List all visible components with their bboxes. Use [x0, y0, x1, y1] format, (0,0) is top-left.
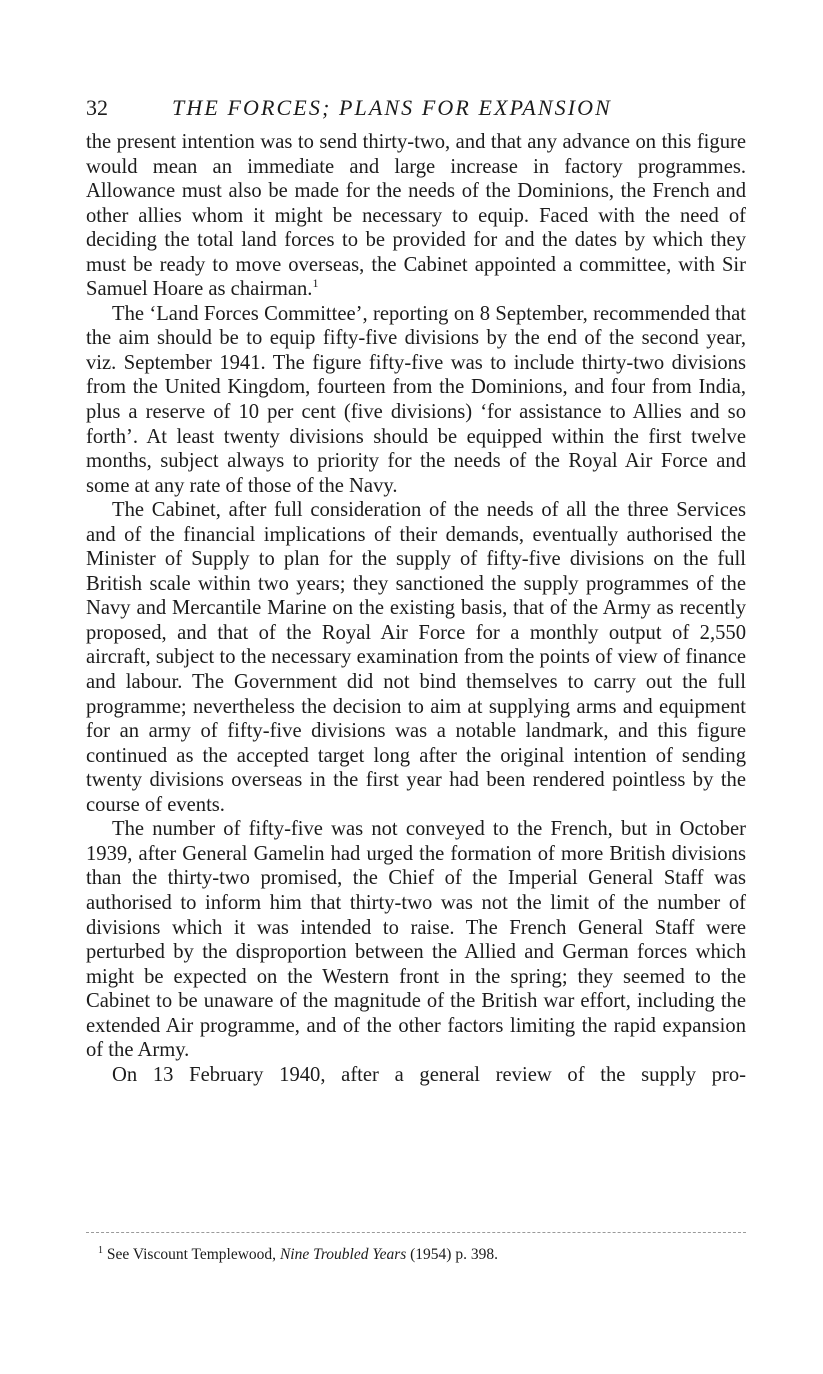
paragraph-1	[86, 130, 746, 302]
footnote-reference[interactable]: 1	[312, 276, 319, 291]
body-text	[86, 130, 746, 1087]
paragraph-4: The number of fifty-five was not conveyed to the French, but in October 1939, after General Gamelin had urged the formation of more British divisions than the thirty-two promised, the Chief of the Imperial General Staff was authorised to inform him that thirty-two was not the limit of the number of divisions which it was intended to raise. The French General Staff were perturbed by the disproportion between the Allied and German forces which might be expected on the Western front in the spring; they seemed to the Cabinet to be unaware of the magnitude of the British war effort, including the extended Air programme, and of the other factors limiting the rapid expansion of the Army.	[86, 818, 746, 1062]
footnote-book-title: Nine Troubled Years	[279, 1246, 407, 1263]
paragraph-3: The Cabinet, after full consideration of the needs of all the three Services and of the financial implications of their demands, eventually authorised the Minister of Supply to plan for the supply of fifty-five divisions on the full British scale within two years; they sanctioned the supply programmes of the Navy and Mercantile Marine on the existing basis, that of the Army as recently proposed, and that of the Royal Air Force for a monthly output of 2,550 aircraft, subject to the necessary examination from the points of view of finance and labour. The Government did not bind themselves to carry out the full programme; nevertheless the decision to aim at supplying arms and equipment for an army of fifty-five divisions was a notable landmark, and this figure continued as the accepted target long after the original intention of sending twenty divisions overseas in the first year had been rendered pointless by the course of events.	[86, 499, 746, 816]
book-page	[86, 92, 746, 1087]
paragraph-2: The ‘Land Forces Committee’, reporting on 8 September, recommended that the aim should be to equip fifty-five divisions by the end of the second year, viz. September 1941. The figure fifty-five was to include thirty-two divisions from the United Kingdom, fourteen from the Dominions, and four from India, plus a reserve of 10 per cent (five divisions) ‘for assistance to Allies and so forth’. At least twenty divisions should be equipped within the first twelve months, subject always to priority for the needs of the Royal Air Force and some at any rate of those of the Navy.	[86, 302, 746, 497]
running-head	[86, 92, 746, 124]
footnote-text-post: (1954) p. 398.	[406, 1246, 498, 1263]
page-number: 32	[86, 95, 108, 120]
footnote-marker: 1	[98, 1245, 103, 1256]
running-title: THE FORCES; PLANS FOR EXPANSION	[172, 95, 612, 120]
footnote-divider	[86, 1232, 746, 1233]
footnote	[98, 1245, 738, 1265]
paragraph-5: On 13 February 1940, after a general review of the supply pro-	[112, 1063, 746, 1086]
paragraph-text: the present intention was to send thirty-two, and that any advance on this figure would mean an immediate and large increase in factory programmes. Allowance must also be made for the needs of the Dominions, the French and other allies whom it might be necessary to equip. Faced with the need of deciding the total land forces to be provided for and the dates by which they must be ready to move overseas, the Cabinet appointed a committee, with Sir Samuel Hoare as chairman.	[86, 131, 746, 301]
footnote-text-pre: See Viscount Templewood,	[106, 1246, 280, 1263]
